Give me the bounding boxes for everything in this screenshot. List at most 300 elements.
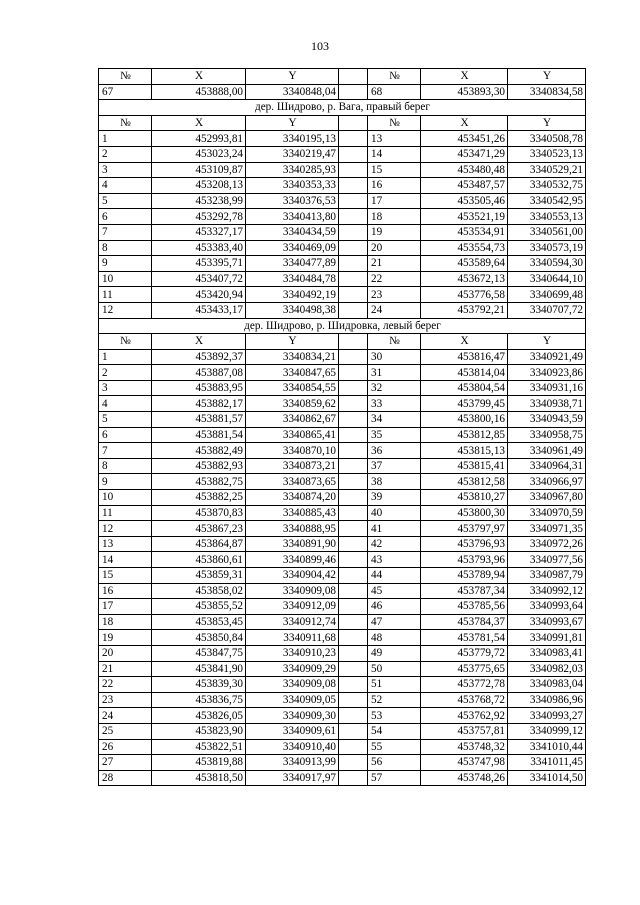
point-number: 15: [368, 162, 421, 178]
x-coordinate: 453882,49: [152, 443, 246, 459]
point-number: 43: [368, 552, 421, 568]
x-coordinate: 453327,17: [152, 224, 246, 240]
spacer-cell: [339, 536, 368, 552]
y-coordinate: 3340970,59: [508, 505, 586, 521]
point-number: 5: [99, 412, 152, 428]
spacer-cell: [339, 599, 368, 615]
x-header: X: [152, 115, 246, 131]
point-number: 40: [368, 505, 421, 521]
number-header: №: [368, 115, 421, 131]
point-number: 4: [99, 178, 152, 194]
point-number: 16: [368, 178, 421, 194]
x-coordinate: 453883,95: [152, 380, 246, 396]
y-coordinate: 3340873,65: [246, 474, 339, 490]
spacer-cell: [339, 677, 368, 693]
y-coordinate: 3340834,58: [508, 84, 586, 100]
x-header: X: [421, 334, 508, 350]
spacer-cell: [339, 334, 368, 350]
table-row: [99, 614, 586, 630]
x-coordinate: 453855,52: [152, 599, 246, 615]
table-row: [99, 458, 586, 474]
point-number: 23: [99, 692, 152, 708]
x-coordinate: 453451,26: [421, 131, 508, 147]
table-row: [99, 302, 586, 318]
table-row: [99, 661, 586, 677]
y-coordinate: 3340966,97: [508, 474, 586, 490]
x-coordinate: 453812,58: [421, 474, 508, 490]
y-coordinate: 3340971,35: [508, 521, 586, 537]
point-number: 48: [368, 630, 421, 646]
x-coordinate: 453860,61: [152, 552, 246, 568]
y-coordinate: 3340992,12: [508, 583, 586, 599]
spacer-cell: [339, 723, 368, 739]
point-number: 22: [99, 677, 152, 693]
x-coordinate: 453870,83: [152, 505, 246, 521]
y-header: Y: [246, 69, 339, 85]
point-number: 12: [99, 521, 152, 537]
y-coordinate: 3340874,20: [246, 490, 339, 506]
table-row: [99, 723, 586, 739]
spacer-cell: [339, 490, 368, 506]
spacer-cell: [339, 224, 368, 240]
y-coordinate: 3340967,80: [508, 490, 586, 506]
y-header: Y: [508, 115, 586, 131]
y-coordinate: 3340923,86: [508, 365, 586, 381]
point-number: 7: [99, 224, 152, 240]
y-coordinate: 3340870,10: [246, 443, 339, 459]
x-coordinate: 453781,54: [421, 630, 508, 646]
x-coordinate: 453888,00: [152, 84, 246, 100]
spacer-cell: [339, 755, 368, 771]
point-number: 67: [99, 84, 152, 100]
point-number: 17: [368, 193, 421, 209]
x-coordinate: 453292,78: [152, 209, 246, 225]
y-coordinate: 3340972,26: [508, 536, 586, 552]
point-number: 1: [99, 131, 152, 147]
table-row: [99, 677, 586, 693]
table-header-row: [99, 69, 586, 85]
x-coordinate: 453836,75: [152, 692, 246, 708]
y-coordinate: 3340285,93: [246, 162, 339, 178]
point-number: 4: [99, 396, 152, 412]
x-header: X: [152, 69, 246, 85]
y-coordinate: 3340910,23: [246, 645, 339, 661]
table-row: [99, 568, 586, 584]
y-coordinate: 3340353,33: [246, 178, 339, 194]
point-number: 11: [99, 505, 152, 521]
point-number: 15: [99, 568, 152, 584]
y-coordinate: 3340993,64: [508, 599, 586, 615]
spacer-cell: [339, 427, 368, 443]
spacer-cell: [339, 115, 368, 131]
point-number: 56: [368, 755, 421, 771]
table-row: [99, 755, 586, 771]
x-coordinate: 453799,45: [421, 396, 508, 412]
spacer-cell: [339, 521, 368, 537]
page-number: 103: [311, 39, 329, 53]
spacer-cell: [339, 568, 368, 584]
table-row: [99, 146, 586, 162]
x-coordinate: 453672,13: [421, 271, 508, 287]
y-coordinate: 3340999,12: [508, 723, 586, 739]
y-coordinate: 3340983,41: [508, 645, 586, 661]
point-number: 8: [99, 240, 152, 256]
x-coordinate: 453841,90: [152, 661, 246, 677]
spacer-cell: [339, 552, 368, 568]
y-coordinate: 3340921,49: [508, 349, 586, 365]
y-coordinate: 3340542,95: [508, 193, 586, 209]
x-coordinate: 453881,57: [152, 412, 246, 428]
point-number: 6: [99, 427, 152, 443]
y-coordinate: 3340594,30: [508, 256, 586, 272]
y-coordinate: 3340644,10: [508, 271, 586, 287]
point-number: 55: [368, 739, 421, 755]
table-row: [99, 178, 586, 194]
point-number: 57: [368, 770, 421, 786]
point-number: 45: [368, 583, 421, 599]
x-header: X: [152, 334, 246, 350]
y-coordinate: 3340931,16: [508, 380, 586, 396]
point-number: 10: [99, 490, 152, 506]
point-number: 47: [368, 614, 421, 630]
table-row: [99, 443, 586, 459]
point-number: 9: [99, 256, 152, 272]
spacer-cell: [339, 739, 368, 755]
x-coordinate: 453589,64: [421, 256, 508, 272]
table-row: [99, 739, 586, 755]
y-coordinate: 3340909,08: [246, 583, 339, 599]
spacer-cell: [339, 396, 368, 412]
point-number: 52: [368, 692, 421, 708]
point-number: 54: [368, 723, 421, 739]
x-coordinate: 453383,40: [152, 240, 246, 256]
y-coordinate: 3340873,21: [246, 458, 339, 474]
point-number: 46: [368, 599, 421, 615]
point-number: 16: [99, 583, 152, 599]
point-number: 17: [99, 599, 152, 615]
spacer-cell: [339, 69, 368, 85]
y-coordinate: 3340532,75: [508, 178, 586, 194]
table-row: [99, 131, 586, 147]
x-coordinate: 453892,37: [152, 349, 246, 365]
y-coordinate: 3340865,41: [246, 427, 339, 443]
y-coordinate: 3340943,59: [508, 412, 586, 428]
spacer-cell: [339, 240, 368, 256]
table-row: [99, 521, 586, 537]
spacer-cell: [339, 131, 368, 147]
y-coordinate: 3340523,13: [508, 146, 586, 162]
table-row: [99, 224, 586, 240]
spacer-cell: [339, 614, 368, 630]
x-coordinate: 453864,87: [152, 536, 246, 552]
point-number: 68: [368, 84, 421, 100]
x-coordinate: 453800,30: [421, 505, 508, 521]
point-number: 32: [368, 380, 421, 396]
y-coordinate: 3340891,90: [246, 536, 339, 552]
x-coordinate: 453748,32: [421, 739, 508, 755]
table-row: [99, 630, 586, 646]
spacer-cell: [339, 271, 368, 287]
point-number: 21: [99, 661, 152, 677]
number-header: №: [99, 115, 152, 131]
x-coordinate: 453784,37: [421, 614, 508, 630]
point-number: 26: [99, 739, 152, 755]
spacer-cell: [339, 583, 368, 599]
point-number: 25: [99, 723, 152, 739]
y-coordinate: 3340573,19: [508, 240, 586, 256]
y-coordinate: 3340477,89: [246, 256, 339, 272]
table-row: [99, 708, 586, 724]
table-row: [99, 365, 586, 381]
y-coordinate: 3340912,09: [246, 599, 339, 615]
x-coordinate: 453433,17: [152, 302, 246, 318]
y-coordinate: 3340484,78: [246, 271, 339, 287]
spacer-cell: [339, 365, 368, 381]
x-coordinate: 453789,94: [421, 568, 508, 584]
y-coordinate: 3340376,53: [246, 193, 339, 209]
table-row: [99, 599, 586, 615]
table-row: [99, 536, 586, 552]
x-header: X: [421, 69, 508, 85]
y-coordinate: 3340986,96: [508, 692, 586, 708]
y-coordinate: 3340888,95: [246, 521, 339, 537]
y-coordinate: 3340885,43: [246, 505, 339, 521]
point-number: 12: [99, 302, 152, 318]
point-number: 18: [368, 209, 421, 225]
y-coordinate: 3340938,71: [508, 396, 586, 412]
x-coordinate: 453775,65: [421, 661, 508, 677]
point-number: 18: [99, 614, 152, 630]
spacer-cell: [339, 209, 368, 225]
table-row: [99, 380, 586, 396]
point-number: 3: [99, 162, 152, 178]
y-coordinate: 3340413,80: [246, 209, 339, 225]
point-number: 20: [99, 645, 152, 661]
point-number: 3: [99, 380, 152, 396]
spacer-cell: [339, 630, 368, 646]
spacer-cell: [339, 193, 368, 209]
point-number: 23: [368, 287, 421, 303]
y-coordinate: 3340958,75: [508, 427, 586, 443]
y-coordinate: 3340707,72: [508, 302, 586, 318]
point-number: 37: [368, 458, 421, 474]
table-row: [99, 645, 586, 661]
x-coordinate: 453768,72: [421, 692, 508, 708]
x-coordinate: 453815,41: [421, 458, 508, 474]
x-coordinate: 453882,75: [152, 474, 246, 490]
spacer-cell: [339, 178, 368, 194]
point-number: 51: [368, 677, 421, 693]
section-title-row: [99, 100, 586, 116]
point-number: 7: [99, 443, 152, 459]
spacer-cell: [339, 692, 368, 708]
y-coordinate: 3340917,97: [246, 770, 339, 786]
y-coordinate: 3341014,50: [508, 770, 586, 786]
table-row: [99, 209, 586, 225]
x-coordinate: 453815,13: [421, 443, 508, 459]
point-number: 30: [368, 349, 421, 365]
x-coordinate: 453762,92: [421, 708, 508, 724]
y-header: Y: [508, 69, 586, 85]
point-number: 24: [368, 302, 421, 318]
number-header: №: [99, 69, 152, 85]
point-number: 8: [99, 458, 152, 474]
x-coordinate: 453858,02: [152, 583, 246, 599]
table-row: [99, 240, 586, 256]
x-coordinate: 453893,30: [421, 84, 508, 100]
x-header: X: [421, 115, 508, 131]
point-number: 27: [99, 755, 152, 771]
section-title: дер. Шидрово, р. Шидровка, левый берег: [99, 318, 586, 334]
y-coordinate: 3341010,44: [508, 739, 586, 755]
y-coordinate: 3340854,55: [246, 380, 339, 396]
table-row: [99, 474, 586, 490]
table-row: [99, 692, 586, 708]
x-coordinate: 453812,85: [421, 427, 508, 443]
point-number: 28: [99, 770, 152, 786]
point-number: 6: [99, 209, 152, 225]
x-coordinate: 453208,13: [152, 178, 246, 194]
x-coordinate: 453792,21: [421, 302, 508, 318]
y-coordinate: 3340982,03: [508, 661, 586, 677]
x-coordinate: 453521,19: [421, 209, 508, 225]
point-number: 14: [99, 552, 152, 568]
y-coordinate: 3340909,30: [246, 708, 339, 724]
point-number: 50: [368, 661, 421, 677]
x-coordinate: 453882,17: [152, 396, 246, 412]
y-coordinate: 3340913,99: [246, 755, 339, 771]
point-number: 2: [99, 365, 152, 381]
y-coordinate: 3340977,56: [508, 552, 586, 568]
x-coordinate: 453882,93: [152, 458, 246, 474]
x-coordinate: 453787,34: [421, 583, 508, 599]
spacer-cell: [339, 474, 368, 490]
x-coordinate: 453534,91: [421, 224, 508, 240]
point-number: 49: [368, 645, 421, 661]
y-coordinate: 3340859,62: [246, 396, 339, 412]
table-row: [99, 396, 586, 412]
y-coordinate: 3340909,61: [246, 723, 339, 739]
table-row: [99, 84, 586, 100]
x-coordinate: 453748,26: [421, 770, 508, 786]
x-coordinate: 453487,57: [421, 178, 508, 194]
x-coordinate: 453505,46: [421, 193, 508, 209]
x-coordinate: 453779,72: [421, 645, 508, 661]
y-header: Y: [508, 334, 586, 350]
spacer-cell: [339, 412, 368, 428]
table-row: [99, 770, 586, 786]
x-coordinate: 453797,97: [421, 521, 508, 537]
y-coordinate: 3340904,42: [246, 568, 339, 584]
point-number: 42: [368, 536, 421, 552]
table-row: [99, 583, 586, 599]
x-coordinate: 453819,88: [152, 755, 246, 771]
spacer-cell: [339, 256, 368, 272]
y-coordinate: 3340993,27: [508, 708, 586, 724]
x-coordinate: 453023,24: [152, 146, 246, 162]
x-coordinate: 453867,23: [152, 521, 246, 537]
spacer-cell: [339, 302, 368, 318]
table-row: [99, 349, 586, 365]
section-title: дер. Шидрово, р. Вага, правый берег: [99, 100, 586, 116]
spacer-cell: [339, 349, 368, 365]
y-coordinate: 3340899,46: [246, 552, 339, 568]
point-number: 39: [368, 490, 421, 506]
y-coordinate: 3340911,68: [246, 630, 339, 646]
spacer-cell: [339, 505, 368, 521]
table-row: [99, 287, 586, 303]
x-coordinate: 453757,81: [421, 723, 508, 739]
x-coordinate: 453480,48: [421, 162, 508, 178]
y-coordinate: 3340848,04: [246, 84, 339, 100]
y-coordinate: 3340910,40: [246, 739, 339, 755]
x-coordinate: 453881,54: [152, 427, 246, 443]
point-number: 22: [368, 271, 421, 287]
table-row: [99, 490, 586, 506]
table-row: [99, 256, 586, 272]
y-coordinate: 3340991,81: [508, 630, 586, 646]
table-row: [99, 427, 586, 443]
point-number: 41: [368, 521, 421, 537]
spacer-cell: [339, 443, 368, 459]
y-coordinate: 3340195,13: [246, 131, 339, 147]
point-number: 9: [99, 474, 152, 490]
x-coordinate: 453816,47: [421, 349, 508, 365]
point-number: 20: [368, 240, 421, 256]
y-coordinate: 3340987,79: [508, 568, 586, 584]
section-title-row: [99, 318, 586, 334]
y-coordinate: 3340834,21: [246, 349, 339, 365]
point-number: 1: [99, 349, 152, 365]
x-coordinate: 453772,78: [421, 677, 508, 693]
y-coordinate: 3340699,48: [508, 287, 586, 303]
point-number: 31: [368, 365, 421, 381]
table-row: [99, 505, 586, 521]
y-coordinate: 3340912,74: [246, 614, 339, 630]
y-coordinate: 3341011,45: [508, 755, 586, 771]
spacer-cell: [339, 84, 368, 100]
x-coordinate: 453882,25: [152, 490, 246, 506]
number-header: №: [368, 334, 421, 350]
point-number: 53: [368, 708, 421, 724]
table-row: [99, 412, 586, 428]
x-coordinate: 453818,50: [152, 770, 246, 786]
x-coordinate: 453793,96: [421, 552, 508, 568]
point-number: 35: [368, 427, 421, 443]
x-coordinate: 453823,90: [152, 723, 246, 739]
x-coordinate: 453804,54: [421, 380, 508, 396]
point-number: 24: [99, 708, 152, 724]
x-coordinate: 453859,31: [152, 568, 246, 584]
x-coordinate: 453785,56: [421, 599, 508, 615]
point-number: 36: [368, 443, 421, 459]
spacer-cell: [339, 770, 368, 786]
point-number: 38: [368, 474, 421, 490]
y-coordinate: 3340909,08: [246, 677, 339, 693]
x-coordinate: 453554,73: [421, 240, 508, 256]
coordinates-table: [98, 68, 586, 786]
y-header: Y: [246, 115, 339, 131]
y-coordinate: 3340964,31: [508, 458, 586, 474]
y-coordinate: 3340961,49: [508, 443, 586, 459]
y-coordinate: 3340492,19: [246, 287, 339, 303]
y-coordinate: 3340529,21: [508, 162, 586, 178]
y-coordinate: 3340219,47: [246, 146, 339, 162]
x-coordinate: 453407,72: [152, 271, 246, 287]
table-row: [99, 271, 586, 287]
spacer-cell: [339, 645, 368, 661]
spacer-cell: [339, 287, 368, 303]
